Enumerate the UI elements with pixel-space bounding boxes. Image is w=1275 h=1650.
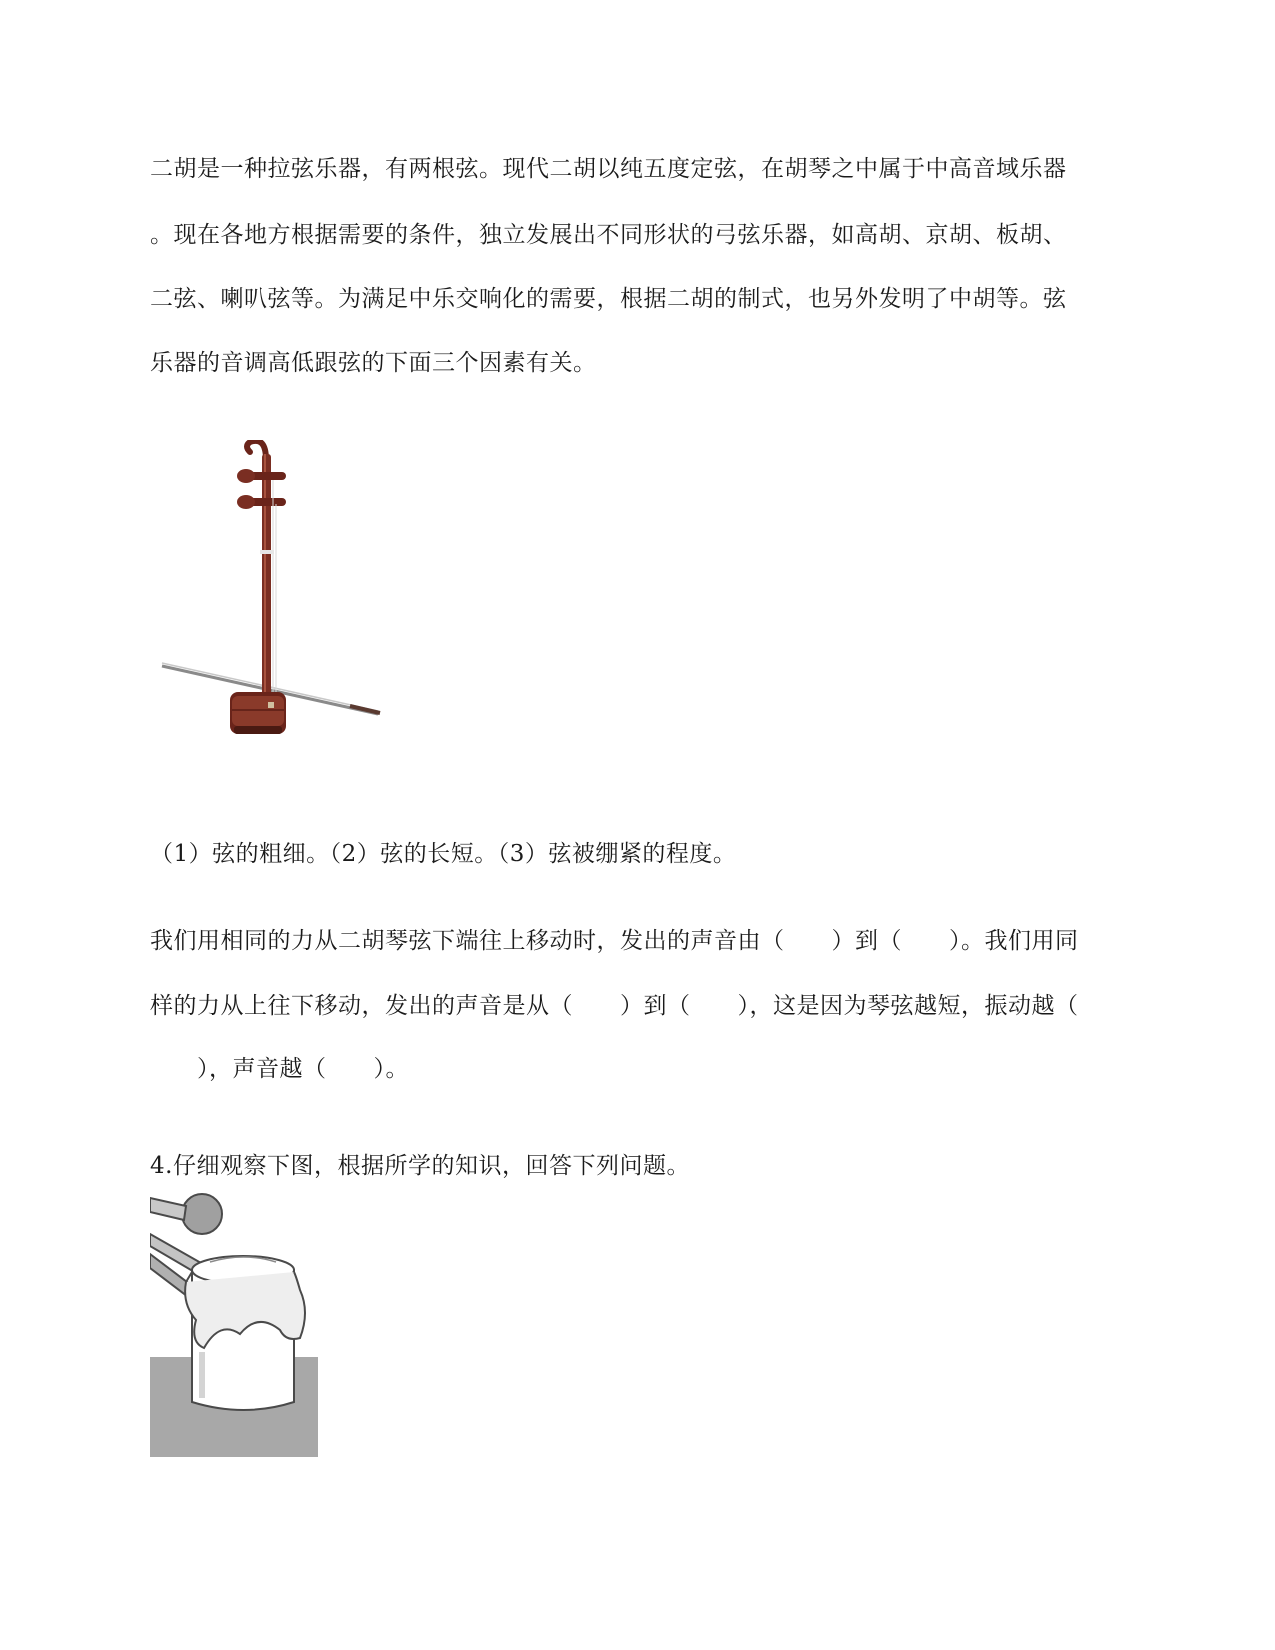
fill-line-1: 我们用相同的力从二胡琴弦下端往上移动时，发出的声音由（ ）到（ ）。我们用同: [150, 928, 1079, 954]
intro-line-3: 二弦、喇叭弦等。为满足中乐交响化的需要，根据二胡的制式，也另外发明了中胡等。弦: [150, 286, 1067, 312]
erhu-illustration: [160, 440, 400, 770]
fill-line-2: 样的力从上往下移动，发出的声音是从（ ）到（ ），这是因为琴弦越短，振动越（: [150, 993, 1079, 1019]
fill-line-3: ），声音越（ ）。: [150, 1056, 409, 1082]
factors-line: （1）弦的粗细。（2）弦的长短。（3）弦被绷紧的程度。: [150, 841, 737, 867]
drum-illustration: [150, 1192, 330, 1457]
intro-line-2: 。现在各地方根据需要的条件，独立发展出不同形状的弓弦乐器，如高胡、京胡、板胡、: [150, 222, 1067, 248]
intro-line-1: 二胡是一种拉弦乐器，有两根弦。现代二胡以纯五度定弦，在胡琴之中属于中高音域乐器: [150, 156, 1067, 182]
intro-line-4: 乐器的音调高低跟弦的下面三个因素有关。: [150, 350, 597, 376]
question-4-heading: 4.仔细观察下图，根据所学的知识，回答下列问题。: [150, 1153, 690, 1179]
